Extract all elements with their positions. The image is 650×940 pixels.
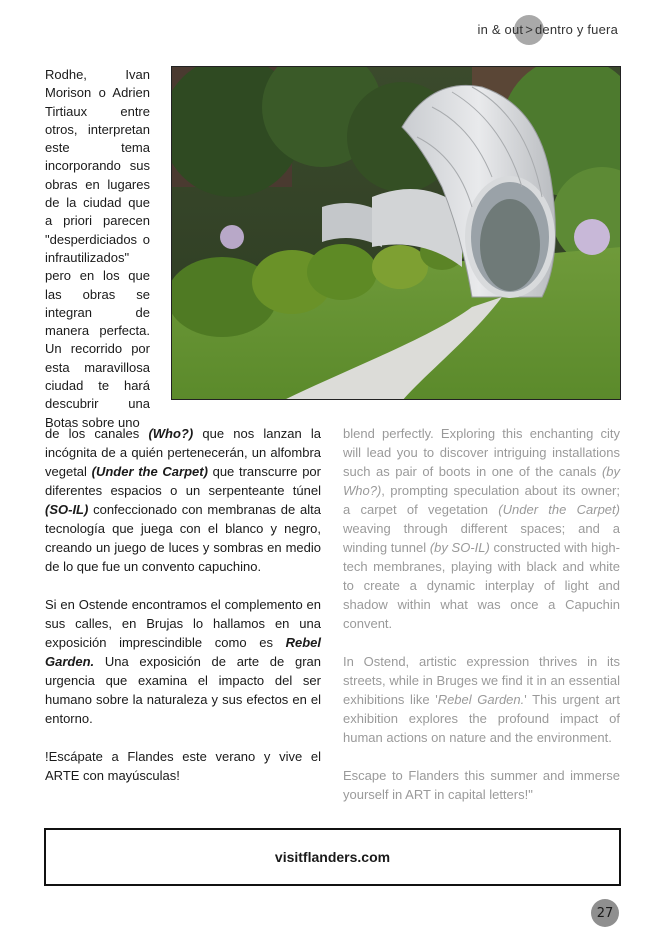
text-run-emph: (by Who?) [343, 464, 620, 498]
text-run-emph: Rebel Garden. [45, 635, 321, 669]
intro-text-narrow [45, 66, 150, 432]
text-run: Una exposición de arte de gran urgencia que examina el impacto del ser humano sobre la naturaleza y sus efectos en el entorno. [45, 654, 321, 726]
spanish-paragraph-1 [45, 424, 321, 576]
intro-paragraph: Rodhe, Ivan Morison o Adrien Tirtiaux entre otros, interpretan este tema incorporando sus obras en lugares de la ciudad que a priori parecen "desperdiciados o infrautilizados" pero en los que las obras se integran de manera perfecta. Un recorrido por esta maravillosa ciudad te hará descubrir una Botas sobre uno [45, 67, 150, 430]
text-run-emph: (Under the Carpet) [498, 502, 620, 517]
text-run-emph: (Who?) [148, 426, 194, 441]
english-paragraph-1 [343, 424, 620, 633]
text-run-emph: Rebel Garden. [437, 692, 525, 707]
text-run-emph: (by SO-IL) [429, 540, 490, 555]
text-run: que transcurre por diferentes espacios o un serpenteante túnel [45, 464, 321, 498]
text-run: ' This urgent art exhibition explores the profound impact of human actions on nature and the environment. [343, 692, 620, 745]
footer-url-link[interactable]: visitflanders.com [274, 849, 391, 865]
text-run: Si en Ostende encontramos el complemento en sus calles, en Brujas lo hallamos en una exposición imprescindible como es [45, 597, 321, 650]
text-run-emph: (SO-IL) [45, 502, 89, 517]
header-part2: dentro y fuera [534, 22, 618, 37]
english-paragraph-2 [343, 652, 620, 747]
page-number: 27 [596, 905, 614, 921]
spanish-column [45, 424, 321, 785]
header-part1: in & out [477, 22, 524, 37]
text-run: confeccionado con membranas de alta tecnología que juega con el blanco y negro, creando un juego de luces y sombras en medio de lo que fue un convento capuchino. [45, 502, 321, 574]
spanish-paragraph-2 [45, 595, 321, 728]
english-paragraph-3: Escape to Flanders this summer and immerse yourself in ART in capital letters!" [343, 768, 620, 802]
header-separator: > [525, 22, 533, 37]
text-run: que nos lanzan la incógnita de a quién pertenecerán, un alfombra vegetal [45, 426, 321, 479]
page-number-badge [591, 899, 619, 927]
english-column [343, 424, 620, 804]
text-run: blend perfectly. Exploring this enchanting city will lead you to discover intriguing installations such as pair of boots in one of the canals [343, 426, 620, 479]
text-run: weaving through different spaces; and a winding tunnel [343, 521, 620, 555]
spanish-paragraph-3: !Escápate a Flandes este verano y vive el ARTE con mayúsculas! [45, 749, 321, 783]
text-run: In Ostend, artistic expression thrives in its streets, while in Bruges we find it in an essential exhibitions like ' [343, 654, 620, 707]
text-run-emph: (Under the Carpet) [91, 464, 208, 479]
footer-url-box [44, 828, 621, 886]
text-run: de los canales [45, 426, 149, 441]
text-run: , prompting speculation about its owner; a carpet of vegetation [343, 483, 620, 517]
section-header [478, 22, 619, 37]
text-run: constructed with high-tech membranes, playing with black and white to create a dynamic interplay of light and shadow within what was once a Capuchin convent. [343, 540, 620, 631]
tunnel-installation-photo [171, 66, 621, 400]
